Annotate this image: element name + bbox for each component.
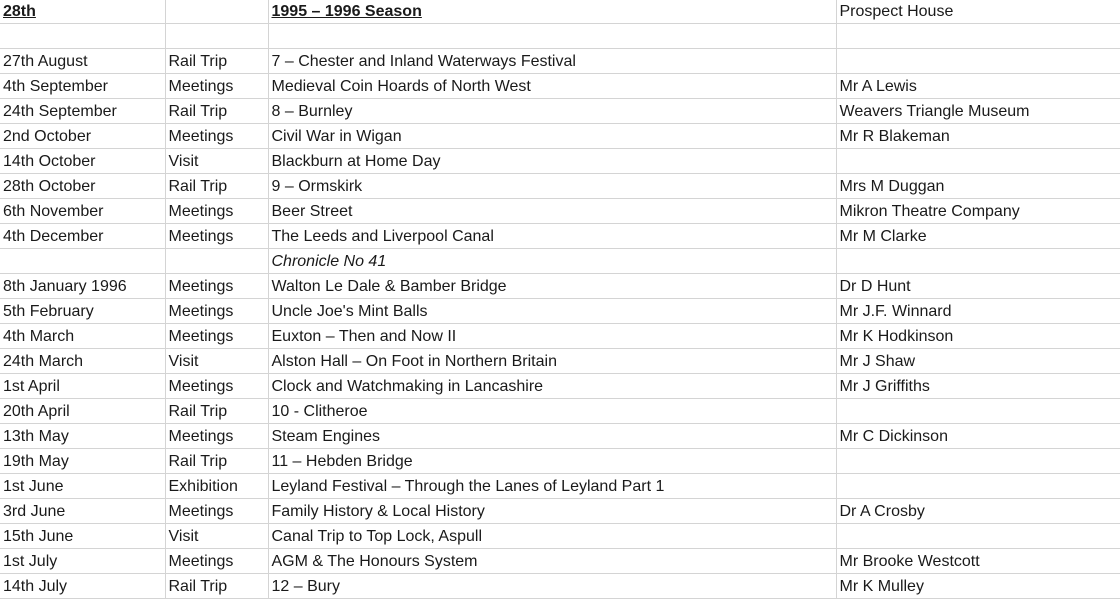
table-row <box>0 349 1120 374</box>
date-cell[interactable]: 1st April <box>0 374 165 399</box>
event-cell[interactable]: Canal Trip to Top Lock, Aspull <box>268 524 836 549</box>
event-cell[interactable]: Civil War in Wigan <box>268 124 836 149</box>
event-cell[interactable]: AGM & The Honours System <box>268 549 836 574</box>
type-cell[interactable]: Meetings <box>165 324 268 349</box>
speaker-cell[interactable]: Mikron Theatre Company <box>836 199 1120 224</box>
table-row <box>0 124 1120 149</box>
date-cell[interactable]: 27th August <box>0 49 165 74</box>
event-cell[interactable]: Leyland Festival – Through the Lanes of Leyland Part 1 <box>268 474 836 499</box>
event-cell[interactable]: Medieval Coin Hoards of North West <box>268 74 836 99</box>
speaker-cell[interactable] <box>836 24 1120 49</box>
header-type-cell[interactable] <box>165 0 268 24</box>
type-cell[interactable]: Rail Trip <box>165 174 268 199</box>
table-row <box>0 399 1120 424</box>
date-cell[interactable]: 3rd June <box>0 499 165 524</box>
type-cell[interactable]: Rail Trip <box>165 49 268 74</box>
table-row <box>0 249 1120 274</box>
type-cell[interactable]: Meetings <box>165 549 268 574</box>
event-cell[interactable]: Walton Le Dale & Bamber Bridge <box>268 274 836 299</box>
table-row <box>0 449 1120 474</box>
table-row <box>0 324 1120 349</box>
speaker-cell[interactable] <box>836 524 1120 549</box>
event-cell[interactable]: Euxton – Then and Now II <box>268 324 836 349</box>
speaker-cell[interactable]: Dr A Crosby <box>836 499 1120 524</box>
table-row <box>0 49 1120 74</box>
table-row <box>0 574 1120 599</box>
speaker-cell[interactable]: Weavers Triangle Museum <box>836 99 1120 124</box>
type-cell[interactable]: Rail Trip <box>165 574 268 599</box>
event-cell[interactable]: The Leeds and Liverpool Canal <box>268 224 836 249</box>
date-cell[interactable] <box>0 24 165 49</box>
date-cell[interactable]: 14th July <box>0 574 165 599</box>
type-cell[interactable]: Meetings <box>165 374 268 399</box>
table-row <box>0 99 1120 124</box>
speaker-cell[interactable]: Mr M Clarke <box>836 224 1120 249</box>
table-row <box>0 149 1120 174</box>
speaker-cell[interactable]: Mr J Griffiths <box>836 374 1120 399</box>
date-cell[interactable] <box>0 249 165 274</box>
type-cell[interactable]: Meetings <box>165 74 268 99</box>
date-cell[interactable]: 14th October <box>0 149 165 174</box>
speaker-cell[interactable]: Mr C Dickinson <box>836 424 1120 449</box>
date-cell[interactable]: 1st July <box>0 549 165 574</box>
type-cell[interactable] <box>165 249 268 274</box>
type-cell[interactable]: Visit <box>165 524 268 549</box>
type-cell[interactable]: Meetings <box>165 424 268 449</box>
type-cell[interactable]: Meetings <box>165 199 268 224</box>
table-row <box>0 374 1120 399</box>
table-row <box>0 499 1120 524</box>
table-row <box>0 474 1120 499</box>
date-cell[interactable]: 1st June <box>0 474 165 499</box>
event-cell[interactable]: Alston Hall – On Foot in Northern Britain <box>268 349 836 374</box>
speaker-cell[interactable]: Mr A Lewis <box>836 74 1120 99</box>
event-cell[interactable]: 9 – Ormskirk <box>268 174 836 199</box>
date-cell[interactable]: 6th November <box>0 199 165 224</box>
season-title: 1995 – 1996 Season <box>271 3 422 20</box>
speaker-cell[interactable]: Mrs M Duggan <box>836 174 1120 199</box>
table-row <box>0 174 1120 199</box>
table-row <box>0 24 1120 49</box>
date-cell[interactable]: 24th March <box>0 349 165 374</box>
event-cell[interactable]: 12 – Bury <box>268 574 836 599</box>
speaker-cell[interactable]: Mr K Mulley <box>836 574 1120 599</box>
table-row <box>0 274 1120 299</box>
speaker-cell[interactable] <box>836 449 1120 474</box>
event-cell[interactable] <box>268 24 836 49</box>
table-row <box>0 524 1120 549</box>
type-cell[interactable]: Rail Trip <box>165 449 268 474</box>
date-cell[interactable]: 15th June <box>0 524 165 549</box>
type-cell[interactable]: Rail Trip <box>165 99 268 124</box>
event-cell[interactable]: Blackburn at Home Day <box>268 149 836 174</box>
type-cell[interactable]: Meetings <box>165 124 268 149</box>
type-cell[interactable]: Visit <box>165 149 268 174</box>
speaker-cell[interactable]: Mr J.F. Winnard <box>836 299 1120 324</box>
header-venue-cell[interactable]: Prospect House <box>836 0 1120 24</box>
table-row <box>0 424 1120 449</box>
type-cell[interactable]: Meetings <box>165 299 268 324</box>
speaker-cell[interactable] <box>836 49 1120 74</box>
table-row <box>0 299 1120 324</box>
event-cell[interactable]: 11 – Hebden Bridge <box>268 449 836 474</box>
table-row <box>0 224 1120 249</box>
date-cell[interactable]: 20th April <box>0 399 165 424</box>
speaker-cell[interactable]: Mr Brooke Westcott <box>836 549 1120 574</box>
date-cell[interactable]: 4th September <box>0 74 165 99</box>
speaker-cell[interactable] <box>836 399 1120 424</box>
speaker-cell[interactable]: Mr R Blakeman <box>836 124 1120 149</box>
event-cell[interactable]: Uncle Joe's Mint Balls <box>268 299 836 324</box>
table-row <box>0 74 1120 99</box>
date-cell[interactable]: 4th December <box>0 224 165 249</box>
date-cell[interactable]: 28th October <box>0 174 165 199</box>
header-date-cell[interactable]: 28th <box>0 0 165 24</box>
speaker-cell[interactable] <box>836 249 1120 274</box>
table-row <box>0 549 1120 574</box>
event-cell[interactable]: Beer Street <box>268 199 836 224</box>
speaker-cell[interactable]: Mr J Shaw <box>836 349 1120 374</box>
type-cell[interactable]: Meetings <box>165 499 268 524</box>
header-row <box>0 0 1120 24</box>
date-cell[interactable]: 2nd October <box>0 124 165 149</box>
speaker-cell[interactable] <box>836 149 1120 174</box>
header-title-cell[interactable] <box>268 0 836 24</box>
date-cell[interactable]: 4th March <box>0 324 165 349</box>
table-row <box>0 199 1120 224</box>
event-cell[interactable]: Family History & Local History <box>268 499 836 524</box>
event-cell[interactable]: Chronicle No 41 <box>268 249 836 274</box>
date-cell[interactable]: 5th February <box>0 299 165 324</box>
date-cell[interactable]: 13th May <box>0 424 165 449</box>
type-cell[interactable]: Meetings <box>165 274 268 299</box>
type-cell[interactable]: Rail Trip <box>165 399 268 424</box>
type-cell[interactable]: Meetings <box>165 224 268 249</box>
type-cell[interactable]: Visit <box>165 349 268 374</box>
event-cell[interactable]: Steam Engines <box>268 424 836 449</box>
type-cell[interactable] <box>165 24 268 49</box>
speaker-cell[interactable]: Dr D Hunt <box>836 274 1120 299</box>
event-cell[interactable]: 7 – Chester and Inland Waterways Festival <box>268 49 836 74</box>
speaker-cell[interactable]: Mr K Hodkinson <box>836 324 1120 349</box>
date-cell[interactable]: 24th September <box>0 99 165 124</box>
date-cell[interactable]: 8th January 1996 <box>0 274 165 299</box>
event-cell[interactable]: 10 - Clitheroe <box>268 399 836 424</box>
event-cell[interactable]: Clock and Watchmaking in Lancashire <box>268 374 836 399</box>
speaker-cell[interactable] <box>836 474 1120 499</box>
event-cell[interactable]: 8 – Burnley <box>268 99 836 124</box>
type-cell[interactable]: Exhibition <box>165 474 268 499</box>
date-cell[interactable]: 19th May <box>0 449 165 474</box>
